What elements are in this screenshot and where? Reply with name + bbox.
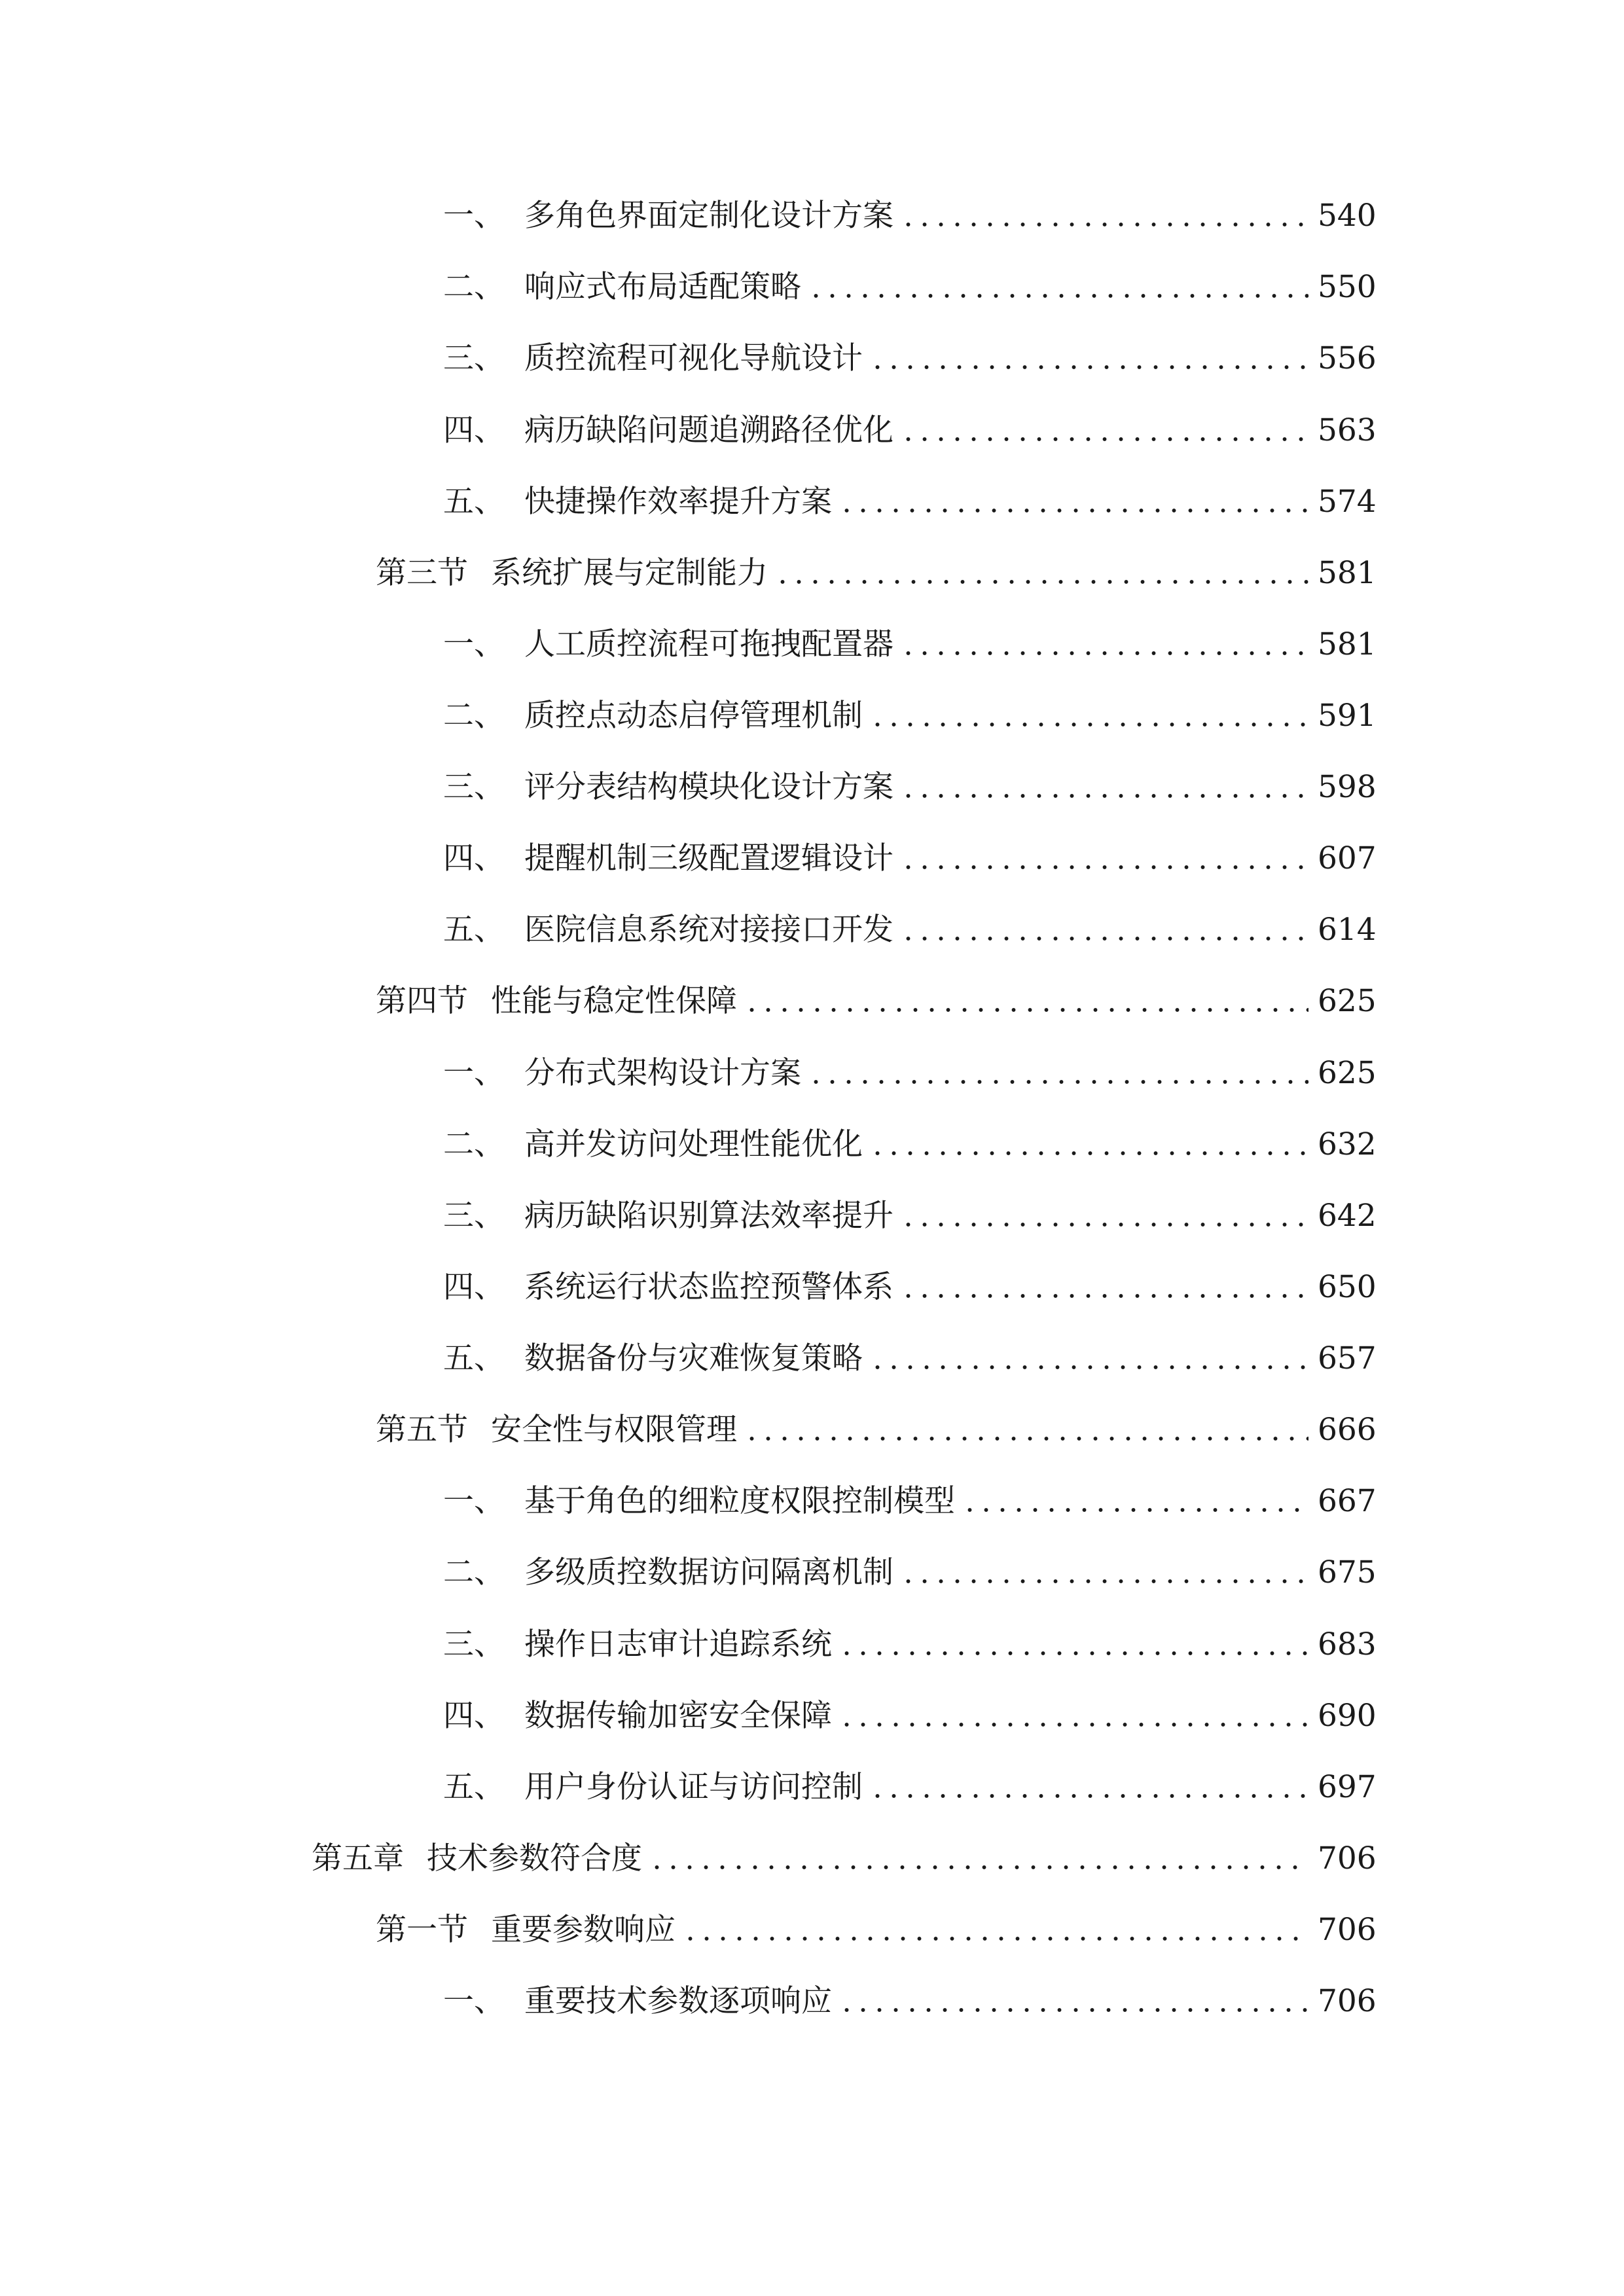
toc-entry-page: 540 (1318, 198, 1377, 234)
toc-entry-page: 591 (1318, 698, 1377, 734)
toc-entry[interactable] (376, 547, 1377, 600)
toc-entry-page: 581 (1318, 626, 1377, 662)
toc-entry-title: 重要技术参数逐项响应 (524, 1983, 832, 2019)
toc-entry-title: 重要参数响应 (491, 1912, 676, 1948)
toc-entry-title: 系统扩展与定制能力 (491, 555, 768, 591)
toc-entry-page: 697 (1318, 1769, 1377, 1805)
toc-entry[interactable] (443, 1333, 1377, 1385)
toc-entry[interactable] (443, 761, 1377, 814)
toc-entry[interactable] (443, 332, 1377, 385)
toc-entry-number: 第四节 (376, 983, 468, 1019)
toc-entry-number: 二、 (443, 1554, 505, 1590)
toc-entry[interactable] (443, 1690, 1377, 1742)
dot-leader (869, 363, 1308, 372)
toc-entry[interactable] (443, 476, 1377, 528)
toc-entry[interactable] (443, 1619, 1377, 1671)
dot-leader (774, 577, 1308, 586)
toc-entry-page: 625 (1318, 1055, 1377, 1091)
toc-entry-page: 563 (1318, 412, 1377, 448)
toc-entry-number: 一、 (443, 1983, 505, 2019)
toc-entry-title: 分布式架构设计方案 (524, 1055, 801, 1091)
toc-entry[interactable] (443, 404, 1377, 457)
toc-entry-page: 556 (1318, 340, 1377, 376)
toc-entry-title: 质控点动态启停管理机制 (524, 698, 863, 734)
toc-entry-number: 三、 (443, 1626, 505, 1662)
toc-entry-page: 690 (1318, 1698, 1377, 1734)
toc-entry-number: 三、 (443, 1198, 505, 1234)
toc-entry-title: 用户身份认证与访问控制 (524, 1769, 863, 1805)
toc-entry-number: 四、 (443, 412, 505, 448)
dot-leader (808, 291, 1308, 300)
toc-entry-title: 数据传输加密安全保障 (524, 1698, 832, 1734)
dot-leader (900, 1220, 1308, 1229)
dot-leader (869, 1791, 1308, 1801)
toc-entry[interactable] (443, 1475, 1377, 1528)
dot-leader (900, 1577, 1308, 1586)
toc-entry-title: 技术参数符合度 (427, 1840, 642, 1876)
toc-entry[interactable] (443, 833, 1377, 885)
toc-entry-page: 607 (1318, 840, 1377, 876)
toc-entry-page: 675 (1318, 1554, 1377, 1590)
toc-entry[interactable] (443, 261, 1377, 314)
toc-entry-page: 667 (1318, 1483, 1377, 1519)
toc-entry-page: 632 (1318, 1126, 1377, 1162)
toc-entry-page: 683 (1318, 1626, 1377, 1662)
dot-leader (900, 791, 1308, 800)
toc-entry-number: 四、 (443, 840, 505, 876)
toc-entry-number: 二、 (443, 698, 505, 734)
toc-entry-number: 二、 (443, 269, 505, 305)
toc-entry-page: 550 (1318, 269, 1377, 305)
dot-leader (649, 1863, 1308, 1872)
dot-leader (682, 1934, 1308, 1943)
toc-entry[interactable] (376, 1404, 1377, 1456)
toc-entry-number: 一、 (443, 198, 505, 234)
toc-entry[interactable] (443, 1190, 1377, 1242)
toc-entry-title: 质控流程可视化导航设计 (524, 340, 863, 376)
toc-entry-number: 五、 (443, 912, 505, 948)
toc-entry-number: 第五章 (312, 1840, 404, 1876)
dot-leader (808, 1077, 1308, 1086)
toc-entry[interactable] (376, 1904, 1377, 1956)
toc-entry-number: 第一节 (376, 1912, 468, 1948)
toc-entry[interactable] (443, 190, 1377, 242)
toc-entry-number: 第三节 (376, 555, 468, 591)
toc-entry[interactable] (312, 1833, 1377, 1885)
toc-entry[interactable] (443, 1119, 1377, 1171)
dot-leader (869, 1149, 1308, 1158)
toc-entry[interactable] (376, 975, 1377, 1028)
dot-leader (839, 506, 1308, 515)
dot-leader (900, 435, 1308, 444)
toc-entry[interactable] (443, 904, 1377, 956)
dot-leader (900, 649, 1308, 658)
toc-entry-number: 四、 (443, 1698, 505, 1734)
toc-entry[interactable] (443, 1047, 1377, 1100)
dot-leader (900, 1291, 1308, 1300)
toc-entry-number: 三、 (443, 340, 505, 376)
toc-entry-title: 多角色界面定制化设计方案 (524, 198, 893, 234)
dot-leader (839, 2005, 1308, 2015)
dot-leader (869, 1363, 1308, 1372)
toc-entry-page: 614 (1318, 912, 1377, 948)
toc-entry-title: 评分表结构模块化设计方案 (524, 769, 893, 805)
dot-leader (744, 1434, 1308, 1443)
toc-entry[interactable] (443, 1761, 1377, 1814)
toc-entry-page: 625 (1318, 983, 1377, 1019)
toc-entry-page: 706 (1318, 1840, 1377, 1876)
toc-entry-title: 数据备份与灾难恢复策略 (524, 1340, 863, 1376)
toc-entry-page: 657 (1318, 1340, 1377, 1376)
toc-entry-title: 性能与稳定性保障 (491, 983, 737, 1019)
dot-leader (900, 863, 1308, 872)
toc-entry[interactable] (443, 690, 1377, 742)
toc-entry-page: 650 (1318, 1269, 1377, 1305)
toc-entry-page: 706 (1318, 1983, 1377, 2019)
toc-entry-title: 高并发访问处理性能优化 (524, 1126, 863, 1162)
toc-entry-page: 581 (1318, 555, 1377, 591)
toc-entry-number: 一、 (443, 626, 505, 662)
dot-leader (839, 1720, 1308, 1729)
dot-leader (900, 934, 1308, 943)
dot-leader (839, 1649, 1308, 1658)
toc-entry-title: 病历缺陷问题追溯路径优化 (524, 412, 893, 448)
toc-entry-number: 第五节 (376, 1412, 468, 1448)
toc-entry-page: 574 (1318, 484, 1377, 520)
toc-entry-title: 系统运行状态监控预警体系 (524, 1269, 893, 1305)
dot-leader (744, 1005, 1308, 1014)
toc-entry-title: 快捷操作效率提升方案 (524, 484, 832, 520)
toc-entry[interactable] (443, 1261, 1377, 1314)
toc-entry-title: 医院信息系统对接接口开发 (524, 912, 893, 948)
toc-entry-number: 五、 (443, 1769, 505, 1805)
toc-entry-number: 四、 (443, 1269, 505, 1305)
toc-entry-number: 一、 (443, 1055, 505, 1091)
toc-entry-page: 598 (1318, 769, 1377, 805)
toc-entry-number: 三、 (443, 769, 505, 805)
toc-entry-number: 五、 (443, 1340, 505, 1376)
toc-entry-title: 操作日志审计追踪系统 (524, 1626, 832, 1662)
toc-entry-title: 响应式布局适配策略 (524, 269, 801, 305)
dot-leader (962, 1505, 1308, 1515)
toc-entry-title: 提醒机制三级配置逻辑设计 (524, 840, 893, 876)
toc-entry-title: 人工质控流程可拖拽配置器 (524, 626, 893, 662)
dot-leader (869, 720, 1308, 729)
toc-entry-number: 二、 (443, 1126, 505, 1162)
toc-entry-page: 706 (1318, 1912, 1377, 1948)
toc-entry-title: 多级质控数据访问隔离机制 (524, 1554, 893, 1590)
toc-entry[interactable] (443, 1975, 1377, 2028)
toc-entry-title: 病历缺陷识别算法效率提升 (524, 1198, 893, 1234)
toc-entry-title: 基于角色的细粒度权限控制模型 (524, 1483, 955, 1519)
toc-entry-page: 642 (1318, 1198, 1377, 1234)
dot-leader (900, 220, 1308, 229)
toc-entry-number: 五、 (443, 484, 505, 520)
toc-entry-number: 一、 (443, 1483, 505, 1519)
toc-entry[interactable] (443, 619, 1377, 671)
toc-entry-page: 666 (1318, 1412, 1377, 1448)
toc-entry[interactable] (443, 1547, 1377, 1599)
toc-entry-title: 安全性与权限管理 (491, 1412, 737, 1448)
